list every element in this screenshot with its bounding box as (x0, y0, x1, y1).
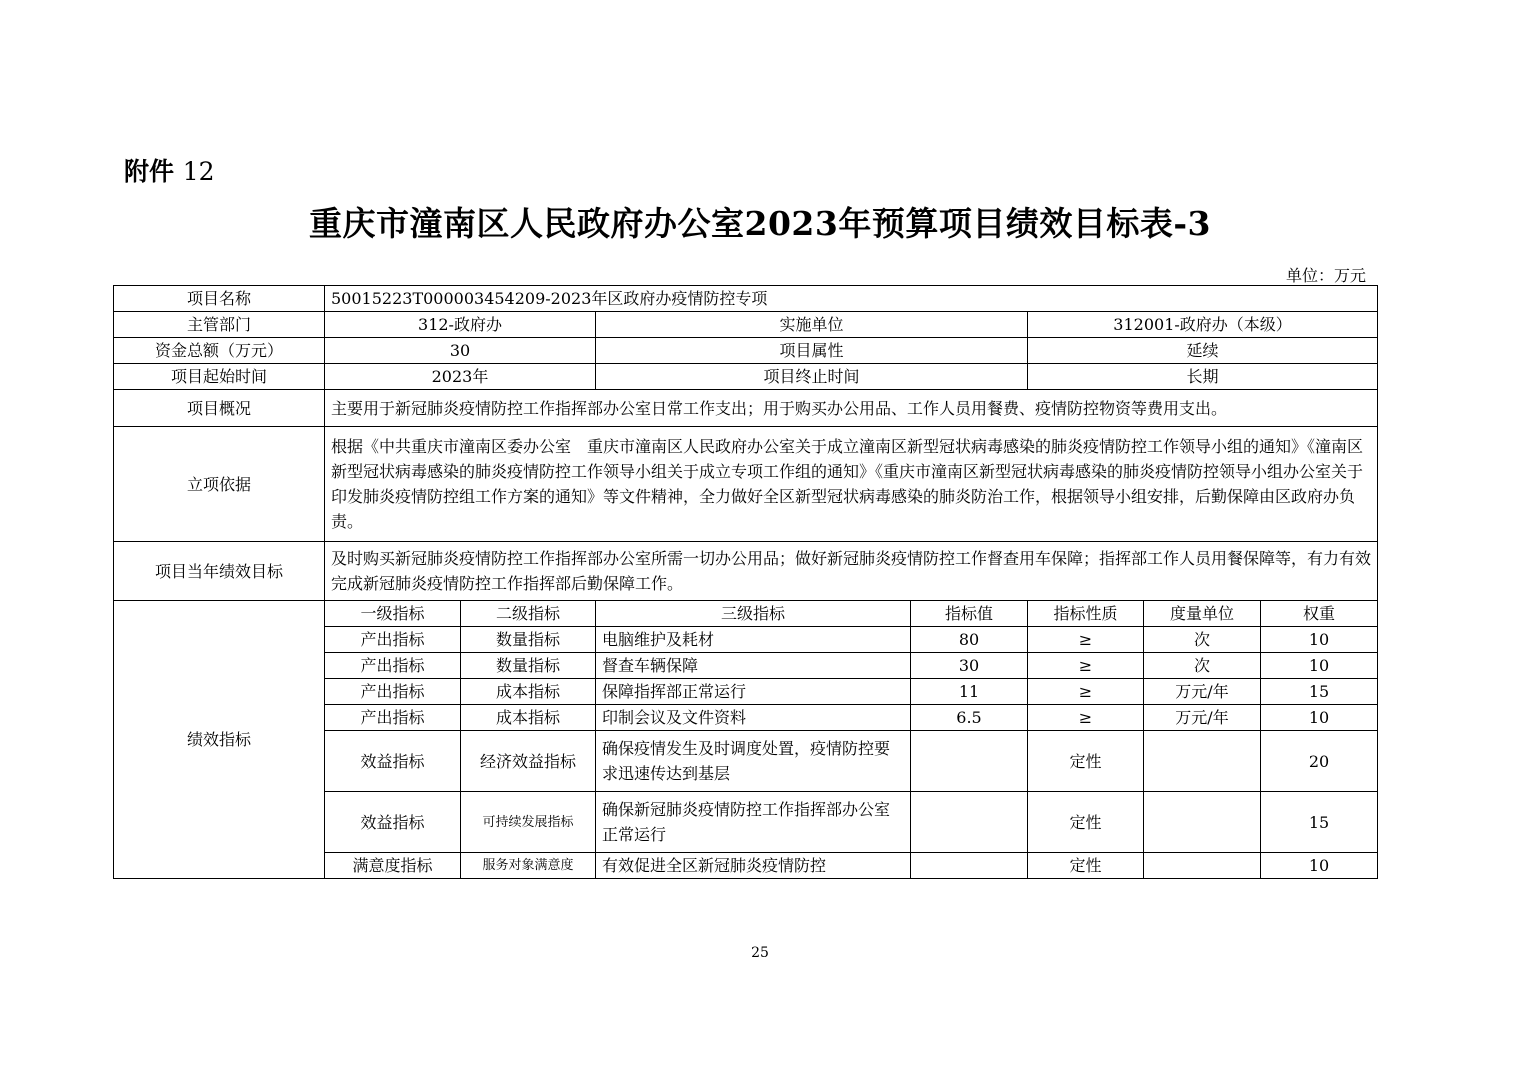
unit-cell: 万元/年 (1144, 679, 1261, 705)
l1-cell: 产出指标 (325, 679, 461, 705)
l2-cell: 可持续发展指标 (461, 792, 596, 853)
value-cell (911, 731, 1028, 792)
l2-cell: 数量指标 (461, 653, 596, 679)
value-cell: 6.5 (911, 705, 1028, 731)
page-number: 25 (751, 945, 769, 961)
value-cell (911, 853, 1028, 879)
l2-cell: 数量指标 (461, 627, 596, 653)
row-time (114, 364, 1378, 390)
unit-cell: 次 (1144, 653, 1261, 679)
l3-cell: 印制会议及文件资料 (596, 705, 911, 731)
row-basis (114, 427, 1378, 542)
value-cell: 11 (911, 679, 1028, 705)
page-title: 重庆市潼南区人民政府办公室2023年预算项目绩效目标表-3 (308, 204, 1211, 243)
attachment-label: 附件 12 (124, 157, 215, 186)
unit-cell (1144, 792, 1261, 853)
l3-cell: 电脑维护及耗材 (596, 627, 911, 653)
weight-cell: 10 (1261, 853, 1378, 879)
goal-label: 项目当年绩效目标 (114, 542, 325, 601)
unit-label: 单位：万元 (1285, 266, 1366, 285)
nature-cell: 定性 (1028, 792, 1144, 853)
overview-value: 主要用于新冠肺炎疫情防控工作指挥部办公室日常工作支出；用于购买办公用品、工作人员用餐费、疫情防控物资等费用支出。 (325, 390, 1378, 427)
goal-value: 及时购买新冠肺炎疫情防控工作指挥部办公室所需一切办公用品；做好新冠肺炎疫情防控工作督查用车保障；指挥部工作人员用餐保障等，有力有效完成新冠肺炎疫情防控工作指挥部后勤保障工作。 (325, 542, 1378, 601)
fund-total-value: 30 (325, 338, 596, 364)
value-cell: 80 (911, 627, 1028, 653)
nature-cell: ≥ (1028, 653, 1144, 679)
fund-total-label: 资金总额（万元） (114, 338, 325, 364)
l1-cell: 效益指标 (325, 792, 461, 853)
nature-cell: 定性 (1028, 731, 1144, 792)
row-goal (114, 542, 1378, 601)
unit-cell: 次 (1144, 627, 1261, 653)
value-cell: 30 (911, 653, 1028, 679)
header-l1: 一级指标 (325, 601, 461, 627)
unit-cell: 万元/年 (1144, 705, 1261, 731)
header-value: 指标值 (911, 601, 1028, 627)
weight-cell: 10 (1261, 627, 1378, 653)
start-value: 2023年 (325, 364, 596, 390)
weight-cell: 15 (1261, 792, 1378, 853)
overview-label: 项目概况 (114, 390, 325, 427)
row-dept (114, 312, 1378, 338)
unit-cell (1144, 853, 1261, 879)
basis-value: 根据《中共重庆市潼南区委办公室 重庆市潼南区人民政府办公室关于成立潼南区新型冠状病毒感染的肺炎疫情防控工作领导小组的通知》《潼南区新型冠状病毒感染的肺炎疫情防控工作领导小组关于成立专项工作组的通知》《重庆市潼南区新型冠状病毒感染的肺炎疫情防控领导小组办公室关于印发肺炎疫情防控组工作方案的通知》等文件精神，全力做好全区新型冠状病毒感染的肺炎防治工作，根据领导小组安排，后勤保障由区政府办负责。 (325, 427, 1378, 542)
attribute-label: 项目属性 (596, 338, 1028, 364)
header-nature: 指标性质 (1028, 601, 1144, 627)
project-name-value: 50015223T000003454209-2023年区政府办疫情防控专项 (325, 286, 1378, 312)
l1-cell: 效益指标 (325, 731, 461, 792)
l3-cell: 保障指挥部正常运行 (596, 679, 911, 705)
attribute-value: 延续 (1028, 338, 1378, 364)
l2-cell: 经济效益指标 (461, 731, 596, 792)
dept-value: 312-政府办 (325, 312, 596, 338)
row-overview (114, 390, 1378, 427)
value-cell (911, 792, 1028, 853)
l2-cell: 成本指标 (461, 679, 596, 705)
l1-cell: 产出指标 (325, 627, 461, 653)
nature-cell: 定性 (1028, 853, 1144, 879)
weight-cell: 15 (1261, 679, 1378, 705)
weight-cell: 20 (1261, 731, 1378, 792)
l3-cell: 有效促进全区新冠肺炎疫情防控 (596, 853, 911, 879)
impl-unit-value: 312001-政府办（本级） (1028, 312, 1378, 338)
start-label: 项目起始时间 (114, 364, 325, 390)
end-label: 项目终止时间 (596, 364, 1028, 390)
dept-label: 主管部门 (114, 312, 325, 338)
indicators-section-label: 绩效指标 (114, 601, 325, 879)
l1-cell: 满意度指标 (325, 853, 461, 879)
l2-cell: 成本指标 (461, 705, 596, 731)
header-l3: 三级指标 (596, 601, 911, 627)
header-weight: 权重 (1261, 601, 1378, 627)
weight-cell: 10 (1261, 653, 1378, 679)
l3-cell: 确保疫情发生及时调度处置，疫情防控要求迅速传达到基层 (596, 731, 911, 792)
l3-cell: 督查车辆保障 (596, 653, 911, 679)
header-unit: 度量单位 (1144, 601, 1261, 627)
l1-cell: 产出指标 (325, 653, 461, 679)
basis-label: 立项依据 (114, 427, 325, 542)
nature-cell: ≥ (1028, 627, 1144, 653)
weight-cell: 10 (1261, 705, 1378, 731)
l1-cell: 产出指标 (325, 705, 461, 731)
unit-cell (1144, 731, 1261, 792)
nature-cell: ≥ (1028, 679, 1144, 705)
end-value: 长期 (1028, 364, 1378, 390)
impl-unit-label: 实施单位 (596, 312, 1028, 338)
row-fund (114, 338, 1378, 364)
l3-cell: 确保新冠肺炎疫情防控工作指挥部办公室正常运行 (596, 792, 911, 853)
nature-cell: ≥ (1028, 705, 1144, 731)
row-project-name (114, 286, 1378, 312)
attachment-number: 12 (182, 157, 215, 186)
project-name-label: 项目名称 (114, 286, 325, 312)
performance-table (113, 285, 1378, 879)
l2-cell: 服务对象满意度 (461, 853, 596, 879)
indicator-header-row (114, 601, 1378, 627)
header-l2: 二级指标 (461, 601, 596, 627)
